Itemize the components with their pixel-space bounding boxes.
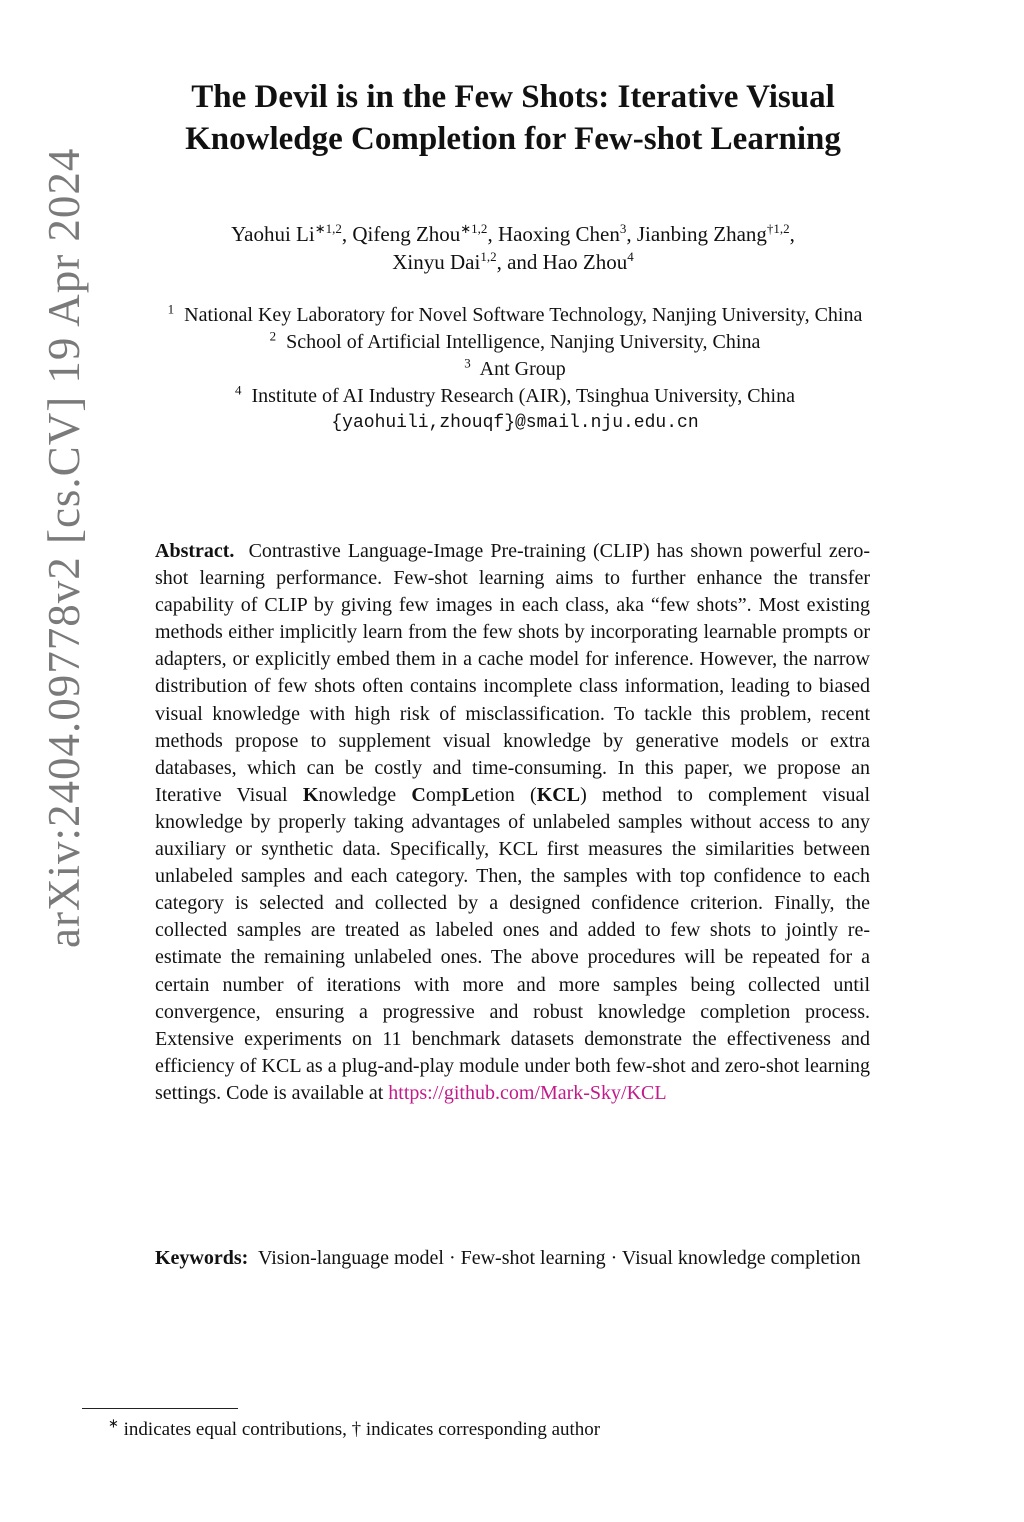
- affiliation-text: Institute of AI Industry Research (AIR), Tsinghua University, China: [251, 385, 795, 407]
- paper-title: [96, 76, 930, 160]
- footnote: [108, 1415, 908, 1442]
- author-name: Yaohui Li: [231, 222, 315, 246]
- affiliation-list: [80, 302, 950, 437]
- affiliation-item: [80, 356, 950, 383]
- author-name: Qifeng Zhou: [352, 222, 461, 246]
- footnote-divider: [82, 1408, 238, 1409]
- author-list: [96, 220, 930, 276]
- footnote-text: indicates equal contributions, † indicates corresponding author: [123, 1419, 601, 1440]
- abstract-label: Abstract.: [155, 540, 235, 562]
- author-affil-mark: 4: [627, 249, 634, 264]
- abstract-bold-letter: K: [302, 783, 319, 806]
- author-affil-mark: 1,2: [480, 249, 497, 264]
- keywords-label: Keywords:: [155, 1247, 249, 1269]
- affiliation-item: [80, 383, 950, 410]
- author-line-1: Yaohui $Li^{∗1,2}$, Qifeng Zhou$^{∗1,2}$, Haoxing Chen$^3$, Jianbing Zhang$^{\dagger 1,2}$,: [231, 221, 795, 246]
- abstract: [155, 538, 870, 1107]
- contact-email[interactable]: {yaohuili,zhouqf}@smail.nju.edu.cn: [331, 413, 699, 433]
- affiliation-item: [80, 329, 950, 356]
- affiliation-number: 3: [464, 355, 471, 371]
- code-repo-link[interactable]: https://github.com/Mark-Sky/KCL: [388, 1081, 667, 1104]
- abstract-bold-letter: L: [461, 783, 475, 806]
- abstract-text: etion (: [474, 783, 537, 806]
- author-affil-mark: †1,2: [766, 221, 790, 236]
- author-affil-mark: ∗1,2: [460, 221, 488, 236]
- affiliation-number: 1: [167, 301, 175, 317]
- author-affil-mark: ∗1,2: [314, 221, 342, 236]
- footnote-mark: ∗: [108, 1415, 119, 1431]
- author-name: Xinyu Dai: [392, 250, 481, 274]
- title-line-2: Knowledge Completion for Few-shot Learning: [185, 121, 841, 157]
- abstract-text: omp: [425, 783, 462, 806]
- author-name: Jianbing Zhang: [636, 222, 767, 246]
- author-line-2: Xinyu Dai$^{1,2}$, and Hao Zhou$^4$: [392, 249, 634, 274]
- author-name: and Hao Zhou: [507, 250, 628, 274]
- arxiv-sidebar-stamp: arXiv:2404.09778v2 [cs.CV] 19 Apr 2024: [39, 147, 89, 948]
- affiliation-text: School of Artificial Intelligence, Nanjing University, China: [286, 331, 761, 353]
- affiliation-text: National Key Laboratory for Novel Software Technology, Nanjing University, China: [184, 304, 863, 326]
- affiliation-item: [80, 302, 950, 329]
- affiliation-number: 4: [234, 382, 242, 398]
- author-name: Haoxing Chen: [497, 222, 620, 246]
- abstract-text: Contrastive Language-Image Pre-training (CLIP) has shown powerful zero-shot learning performance. Few-shot learning aims to further enhance the transfer capability of CLIP by giving few images in each class, aka “few shots”. Most existing methods either implicitly learn from the few shots by incorporating learnable prompts or adapters, or explicitly embed them in a cache model for inference. However, the narrow distribution of few shots often contains incomplete class information, leading to biased visual knowledge with high risk of misclassification. To tackle this problem, recent methods propose to supplement visual knowledge by generative models or extra databases, which can be costly and time-consuming. In this paper, we propose an Iterative Visual: [155, 540, 871, 806]
- keywords: [155, 1245, 870, 1272]
- keywords-text: Vision-language model · Few-shot learning · Visual knowledge completion: [257, 1247, 861, 1269]
- affiliation-text: Ant Group: [479, 358, 566, 380]
- abstract-method-acronym: KCL: [536, 783, 581, 806]
- abstract-text: ) method to complement visual knowledge by properly taking advantages of unlabeled samples without access to any auxiliary or synthetic data. Specifically, KCL first measures the similarities between unlabeled samples and each category. Then, the samples with top confidence to each category is selected and collected by a designed confidence criterion. Finally, the collected samples are treated as labeled ones and added to few shots to jointly re-estimate the remaining unlabeled ones. The above procedures will be repeated for a certain number of iterations with more and more samples being collected until convergence, ensuring a progressive and robust knowledge completion process. Extensive experiments on 11 benchmark datasets demonstrate the effectiveness and efficiency of KCL as a plug-and-play module under both few-shot and zero-shot learning settings. Code is available at: [155, 783, 870, 1104]
- affiliation-number: 2: [269, 328, 277, 344]
- author-affil-mark: 3: [619, 221, 627, 236]
- abstract-text: nowledge: [318, 783, 412, 806]
- abstract-bold-letter: C: [411, 783, 426, 806]
- title-line-1: The Devil is in the Few Shots: Iterative Visual: [191, 79, 835, 115]
